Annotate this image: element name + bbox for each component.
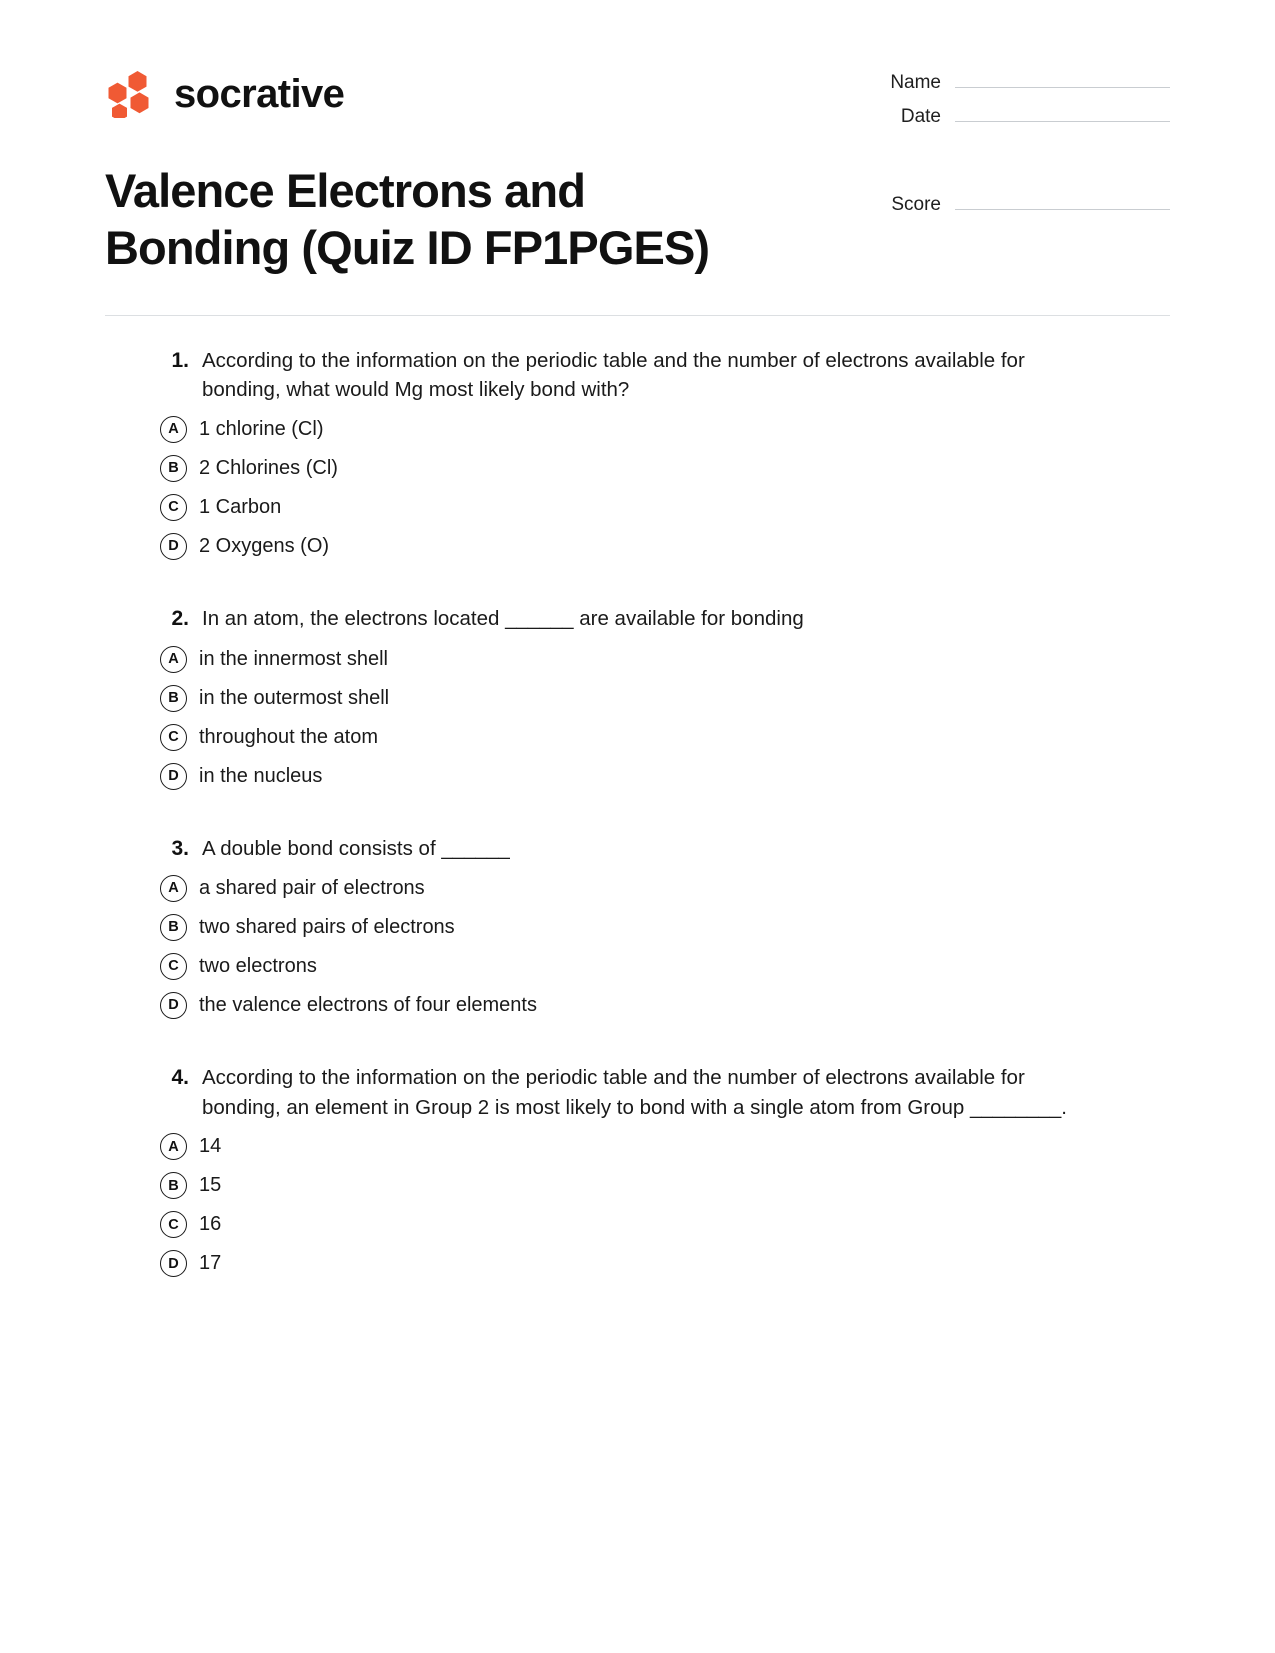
answer-option-label: 2 Oxygens (O) [199, 535, 330, 558]
answer-bubble-d[interactable]: D [160, 533, 187, 560]
question-header [105, 604, 1170, 634]
answer-option-label: 15 [199, 1174, 222, 1197]
score-label: Score [891, 194, 941, 215]
question-item [105, 834, 1170, 1019]
answer-option[interactable] [160, 1133, 1170, 1160]
answer-bubble-c[interactable]: C [160, 1211, 187, 1238]
answer-bubble-d[interactable]: D [160, 763, 187, 790]
answer-bubble-a[interactable]: A [160, 416, 187, 443]
question-text: According to the information on the periodic table and the number of electrons available for bonding, what would Mg most likely bond with? [202, 348, 1025, 402]
answer-option-label: 2 Chlorines (Cl) [199, 457, 338, 480]
answer-bubble-c[interactable]: C [160, 953, 187, 980]
question-header [105, 834, 1170, 864]
answer-option[interactable] [160, 685, 1170, 712]
answer-bubble-c[interactable]: C [160, 494, 187, 521]
answer-option-label: 16 [199, 1213, 222, 1236]
question-text: A double bond consists of ______ [202, 836, 510, 860]
answer-option-label: throughout the atom [199, 725, 379, 748]
answer-option-label: in the nucleus [199, 764, 323, 787]
answer-options [105, 875, 1170, 1019]
question-header [105, 346, 1170, 405]
answer-bubble-d[interactable]: D [160, 1250, 187, 1277]
answer-option-label: 14 [199, 1135, 222, 1158]
answer-bubble-b[interactable]: B [160, 685, 187, 712]
answer-bubble-d[interactable]: D [160, 992, 187, 1019]
answer-option-label: in the outermost shell [199, 686, 390, 709]
question-number: 4. [171, 1065, 189, 1089]
answer-options [105, 1133, 1170, 1277]
header-divider [105, 315, 1170, 316]
answer-option[interactable] [160, 494, 1170, 521]
question-header [105, 1063, 1170, 1122]
answer-options [105, 416, 1170, 560]
name-input-line[interactable] [955, 68, 1170, 88]
page-header [0, 0, 1275, 224]
answer-option[interactable] [160, 1211, 1170, 1238]
answer-option[interactable] [160, 992, 1170, 1019]
score-input-line[interactable] [955, 190, 1170, 210]
answer-option[interactable] [160, 724, 1170, 751]
student-info-fields [840, 68, 1170, 224]
date-field-row [840, 102, 1170, 128]
question-item [105, 604, 1170, 789]
answer-option[interactable] [160, 455, 1170, 482]
answer-option[interactable] [160, 953, 1170, 980]
name-field-row [840, 68, 1170, 94]
answer-bubble-a[interactable]: A [160, 646, 187, 673]
answer-bubble-a[interactable]: A [160, 1133, 187, 1160]
answer-option[interactable] [160, 914, 1170, 941]
question-number: 3. [171, 836, 189, 860]
answer-option-label: two shared pairs of electrons [199, 915, 455, 938]
question-text: In an atom, the electrons located ______ are available for bonding [202, 607, 804, 631]
answer-bubble-b[interactable]: B [160, 455, 187, 482]
question-number: 2. [171, 607, 189, 631]
page-title: Valence Electrons and Bonding (Quiz ID FP1PGES) [105, 164, 710, 275]
answer-option-label: 1 chlorine (Cl) [199, 418, 324, 441]
score-field-row [840, 190, 1170, 216]
answer-option[interactable] [160, 875, 1170, 902]
answer-bubble-c[interactable]: C [160, 724, 187, 751]
answer-bubble-a[interactable]: A [160, 875, 187, 902]
answer-option[interactable] [160, 1250, 1170, 1277]
answer-option[interactable] [160, 1172, 1170, 1199]
socrative-brand [105, 70, 344, 118]
answer-option[interactable] [160, 416, 1170, 443]
answer-option[interactable] [160, 533, 1170, 560]
question-text: According to the information on the periodic table and the number of electrons available for bonding, an element in Group 2 is most likely to bond with a single atom from Group ________. [202, 1065, 1067, 1119]
brand-name: socrative [174, 72, 345, 116]
question-item [105, 346, 1170, 560]
name-label: Name [890, 72, 941, 93]
question-item [105, 1063, 1170, 1277]
question-number: 1. [171, 348, 189, 372]
answer-option[interactable] [160, 763, 1170, 790]
answer-option-label: in the innermost shell [199, 647, 388, 670]
answer-option-label: 17 [199, 1252, 222, 1275]
answer-bubble-b[interactable]: B [160, 914, 187, 941]
answer-option[interactable] [160, 646, 1170, 673]
date-label: Date [900, 106, 941, 127]
answer-option-label: the valence electrons of four elements [199, 993, 537, 1016]
answer-bubble-b[interactable]: B [160, 1172, 187, 1199]
hexagon-cluster-logo-icon [105, 70, 157, 118]
answer-options [105, 646, 1170, 790]
questions-list [0, 346, 1275, 1278]
date-input-line[interactable] [955, 102, 1170, 122]
answer-option-label: two electrons [199, 954, 317, 977]
answer-option-label: a shared pair of electrons [199, 876, 425, 899]
answer-option-label: 1 Carbon [199, 496, 282, 519]
